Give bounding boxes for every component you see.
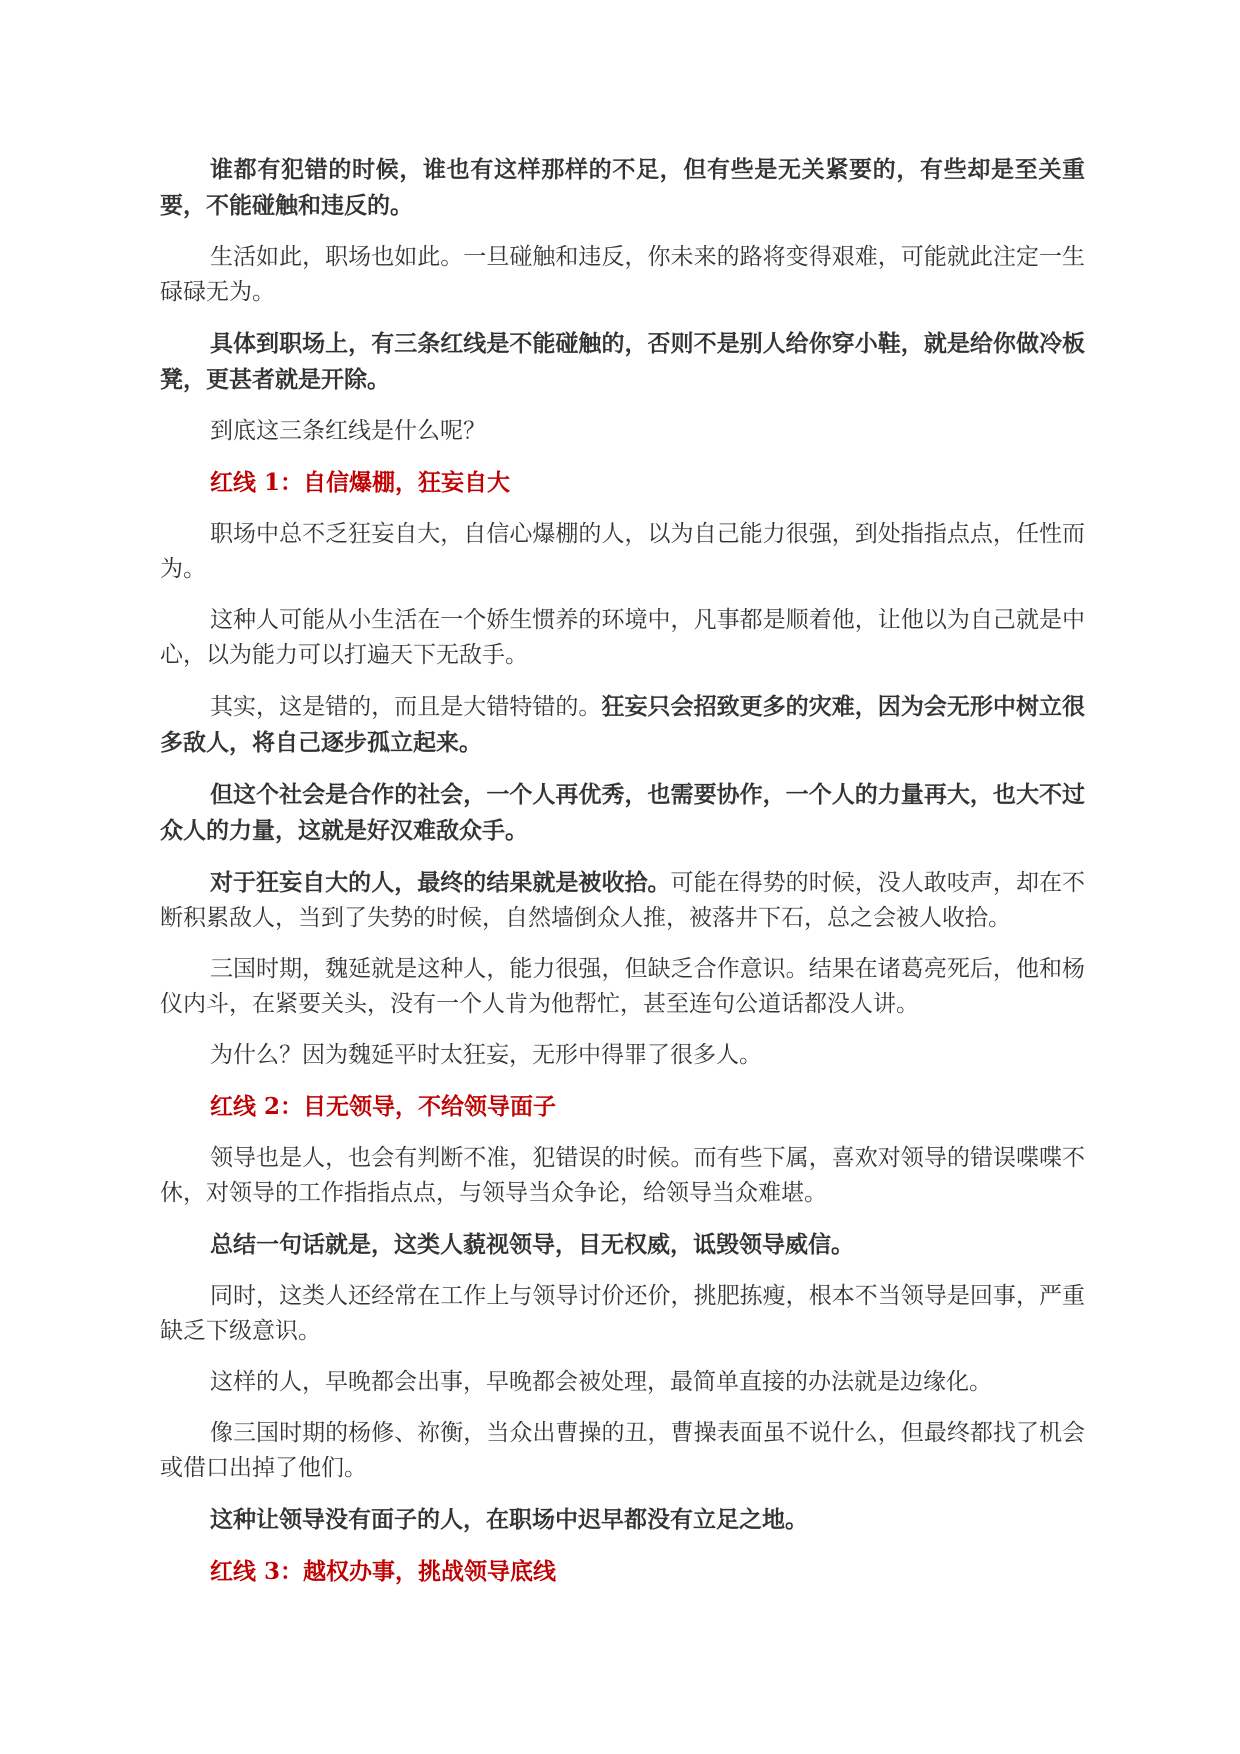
paragraph (160, 1141, 1085, 1211)
body-text: 职场中总不乏狂妄自大，自信心爆棚的人，以为自己能力很强，到处指指点点，任性而为。 (160, 521, 1085, 582)
paragraph (160, 1227, 1085, 1263)
paragraph (160, 1502, 1085, 1538)
paragraph (160, 240, 1085, 310)
body-text: 领导也是人，也会有判断不准，犯错误的时候。而有些下属，喜欢对领导的错误喋喋不休，对领导的工作指指点点，与领导当众争论，给领导当众难堪。 (160, 1145, 1085, 1206)
body-text: 其实，这是错的，而且是大错特错的。 (210, 694, 602, 720)
paragraph (160, 414, 1085, 449)
body-text: 这种人可能从小生活在一个娇生惯养的环境中，凡事都是顺着他，让他以为自己就是中心，以为能力可以打遍天下无敌手。 (160, 607, 1085, 668)
article-body (160, 152, 1085, 1606)
paragraph (160, 1365, 1085, 1400)
section-heading-1 (160, 465, 1085, 501)
paragraph (160, 1416, 1085, 1486)
paragraph (160, 865, 1085, 936)
body-text: 为什么？因为魏延平时太狂妄，无形中得罪了很多人。 (210, 1042, 762, 1068)
paragraph (160, 326, 1085, 398)
section-heading-2 (160, 1089, 1085, 1125)
paragraph (160, 152, 1085, 224)
red-line-heading: 红线 1：自信爆棚，狂妄自大 (210, 469, 511, 496)
body-text: 可能在得势的时候，没人敢吱声，却在不断积累敌人，当到了失势的时候，自然墙倒众人推，被落井下石，总之会被人收拾。 (160, 870, 1086, 931)
body-text: 到底这三条红线是什么呢？ (210, 418, 486, 444)
bold-text: 狂妄只会招致更多的灾难，因为会无形中树立很多敌人，将自己逐步孤立起来。 (160, 693, 1086, 756)
paragraph (160, 517, 1085, 587)
body-text: 三国时期，魏延就是这种人，能力很强，但缺乏合作意识。结果在诸葛亮死后，他和杨仪内斗，在紧要关头，没有一个人肯为他帮忙，甚至连句公道话都没人讲。 (160, 956, 1085, 1017)
body-text: 这样的人，早晚都会出事，早晚都会被处理，最简单直接的办法就是边缘化。 (210, 1369, 992, 1395)
paragraph (160, 1279, 1085, 1349)
bold-text: 谁都有犯错的时候，谁也有这样那样的不足，但有些是无关紧要的，有些却是至关重要，不能碰触和违反的。 (160, 156, 1085, 219)
red-line-heading: 红线 3：越权办事，挑战领导底线 (210, 1558, 557, 1585)
paragraph (160, 777, 1085, 849)
paragraph (160, 952, 1085, 1022)
bold-text: 这种让领导没有面子的人，在职场中迟早都没有立足之地。 (210, 1506, 808, 1533)
bold-text: 总结一句话就是，这类人藐视领导，目无权威，诋毁领导威信。 (210, 1231, 854, 1258)
body-text: 像三国时期的杨修、祢衡，当众出曹操的丑，曹操表面虽不说什么，但最终都找了机会或借口出掉了他们。 (160, 1420, 1085, 1481)
bold-text: 但这个社会是合作的社会，一个人再优秀，也需要协作，一个人的力量再大，也大不过众人的力量，这就是好汉难敌众手。 (160, 781, 1085, 844)
paragraph (160, 603, 1085, 673)
paragraph (160, 689, 1085, 761)
body-text: 同时，这类人还经常在工作上与领导讨价还价，挑肥拣瘦，根本不当领导是回事，严重缺乏下级意识。 (160, 1283, 1085, 1344)
bold-text: 具体到职场上，有三条红线是不能碰触的，否则不是别人给你穿小鞋，就是给你做冷板凳，更甚者就是开除。 (160, 330, 1085, 393)
body-text: 生活如此，职场也如此。一旦碰触和违反，你未来的路将变得艰难，可能就此注定一生碌碌无为。 (160, 244, 1085, 305)
paragraph (160, 1038, 1085, 1073)
red-line-heading: 红线 2：目无领导，不给领导面子 (210, 1093, 557, 1120)
section-heading-3 (160, 1554, 1085, 1590)
bold-text: 对于狂妄自大的人，最终的结果就是被收拾。 (210, 869, 671, 896)
